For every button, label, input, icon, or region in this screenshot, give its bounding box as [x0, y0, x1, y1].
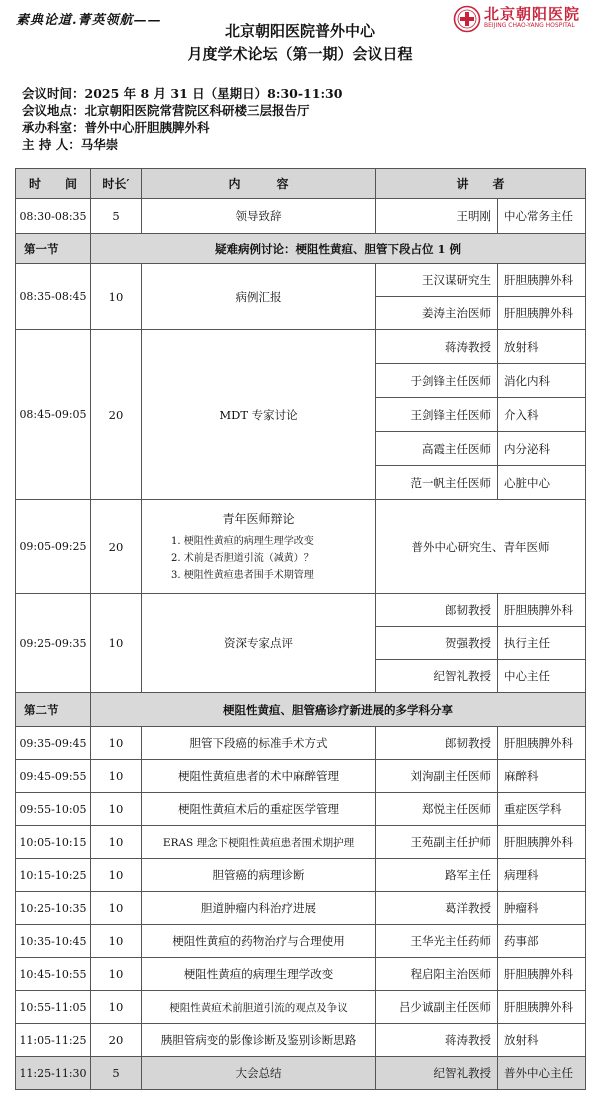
section-row: [16, 234, 586, 264]
table-row: 姜涛主治医师 肝胆胰脾外科: [16, 297, 586, 330]
table-row: 10:15-10:25 10 胆管癌的病理诊断 路军主任 病理科: [16, 859, 586, 892]
header-duration: 时长′: [91, 169, 142, 199]
table-row: 范一帆主任医师 心脏中心: [16, 466, 586, 500]
table-header-row: [16, 169, 586, 199]
table-row: 09:45-09:55 10 梗阻性黄疸患者的术中麻醉管理 刘洵副主任医师 麻醉科: [16, 760, 586, 793]
logo-english-name: BEIJING CHAO-YANG HOSPITAL: [484, 22, 575, 29]
hospital-logo: [453, 3, 595, 35]
section2-title: 梗阻性黄疸、胆管癌诊疗新进展的多学科分享: [91, 693, 586, 727]
table-row: 09:25-09:35 10 资深专家点评 郎韧教授 肝胆胰脾外科: [16, 594, 586, 627]
table-row: 08:30-08:35 5 领导致辞 王明刚 中心常务主任: [16, 199, 586, 234]
hospital-seal-icon: [453, 5, 481, 33]
host-person: 主 持 人：马华崇: [22, 137, 119, 152]
debate-points: 1. 梗阻性黄疸的病理生理学改变 2. 术前是否胆道引流（减黄）？ 3. 梗阻性黄疸患者围手术期管理: [171, 535, 314, 581]
table-row: 09:05-09:25 20 青年医师辩论 1. 梗阻性黄疸的病理生理学改变 2. 术前是否胆道引流（减黄）？ 3. 梗阻性黄疸患者围手术期管理 普外中心研究生、青年医师: [16, 500, 586, 594]
closing-row: 11:25-11:30 5 大会总结 纪智礼教授 普外中心主任: [16, 1057, 586, 1090]
table-row: 09:55-10:05 10 梗阻性黄疸术后的重症医学管理 郑悦主任医师 重症医学科: [16, 793, 586, 826]
table-row: 高霞主任医师 内分泌科: [16, 432, 586, 466]
table-row: 10:55-11:05 10 梗阻性黄疸术前胆道引流的观点及争议 吕少诚副主任医师 肝胆胰脾外科: [16, 991, 586, 1024]
table-row: 11:05-11:25 20 胰胆管病变的影像诊断及鉴别诊断思路 蒋涛教授 放射科: [16, 1024, 586, 1057]
page-title-line2: 月度学术论坛（第一期）会议日程: [187, 45, 413, 63]
meeting-time: 会议时间：2025 年 8 月 31 日（星期日）8:30-11:30: [22, 86, 343, 101]
section2-label: 第二节: [16, 693, 91, 727]
debate-cell: 青年医师辩论 1. 梗阻性黄疸的病理生理学改变 2. 术前是否胆道引流（减黄）？ 3. 梗阻性黄疸患者围手术期管理: [142, 500, 376, 594]
header-content: 内 容: [142, 169, 376, 199]
table-row: 09:35-09:45 10 胆管下段癌的标准手术方式 郎韧教授 肝胆胰脾外科: [16, 727, 586, 760]
table-row: 纪智礼教授 中心主任: [16, 660, 586, 693]
meeting-place: 会议地点：北京朝阳医院常营院区科研楼三层报告厅: [22, 103, 310, 118]
table-row: 10:05-10:15 10 ERAS 理念下梗阻性黄疸患者围术期护理 王苑副主任护师 肝胆胰脾外科: [16, 826, 586, 859]
section1-label: 第一节: [16, 234, 91, 264]
logo-chinese-name: 北京朝阳医院: [484, 5, 581, 23]
table-row: 贺强教授 执行主任: [16, 627, 586, 660]
table-row: 于剑锋主任医师 消化内科: [16, 364, 586, 398]
table-row: 10:45-10:55 10 梗阻性黄疸的病理生理学改变 程启阳主治医师 肝胆胰脾外科: [16, 958, 586, 991]
section-row: [16, 693, 586, 727]
header-speaker: 讲 者: [376, 169, 586, 199]
header-slogan: 素典论道.菁英领航——: [16, 13, 162, 28]
section1-title: 疑难病例讨论：梗阻性黄疸、胆管下段占位 1 例: [91, 234, 586, 264]
table-row: 08:35-08:45 10 病例汇报 王汉谋研究生 肝胆胰脾外科: [16, 264, 586, 297]
table-row: 08:45-09:05 20 MDT 专家讨论 蒋涛教授 放射科: [16, 330, 586, 364]
host-department: 承办科室：普外中心肝胆胰脾外科: [22, 120, 210, 135]
table-row: 10:35-10:45 10 梗阻性黄疸的药物治疗与合理使用 王华光主任药师 药事部: [16, 925, 586, 958]
table-row: 王剑锋主任医师 介入科: [16, 398, 586, 432]
header-time: 时 间: [16, 169, 91, 199]
page-title-line1: 北京朝阳医院普外中心: [224, 22, 375, 40]
table-row: 10:25-10:35 10 胆道肿瘤内科治疗进展 葛洋教授 肿瘤科: [16, 892, 586, 925]
schedule-table: [15, 168, 586, 1090]
